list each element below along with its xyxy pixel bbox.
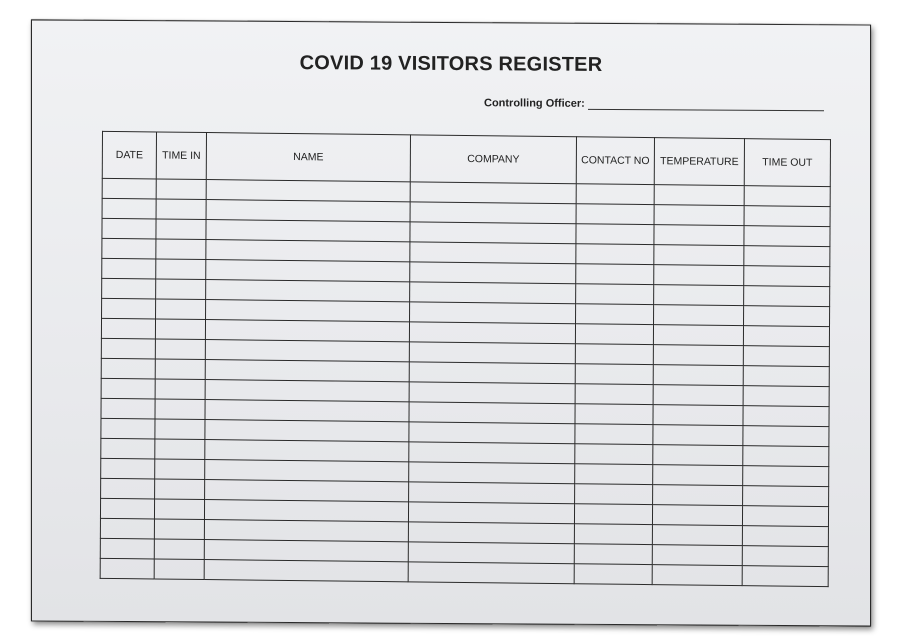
- table-cell: [154, 519, 204, 540]
- table-cell: [576, 204, 654, 225]
- table-cell: [156, 259, 206, 280]
- table-cell: [743, 446, 829, 467]
- table-cell: [654, 305, 744, 326]
- table-cell: [409, 482, 575, 504]
- column-header-company: COMPANY: [410, 135, 576, 184]
- table-cell: [653, 325, 743, 346]
- table-cell: [652, 525, 742, 546]
- table-cell: [653, 345, 743, 366]
- table-cell: [206, 260, 410, 282]
- visitors-table: [100, 131, 831, 587]
- table-cell: [576, 224, 654, 245]
- table-cell: [410, 182, 576, 204]
- column-header-temperature: TEMPERATURE: [654, 138, 744, 186]
- table-cell: [102, 178, 156, 199]
- table-cell: [744, 206, 830, 227]
- table-cell: [100, 558, 154, 579]
- table-cell: [155, 439, 205, 460]
- table-cell: [102, 298, 156, 319]
- table-cell: [576, 184, 654, 205]
- table-cell: [156, 239, 206, 260]
- table-cell: [205, 320, 409, 342]
- table-cell: [409, 322, 575, 344]
- table-cell: [205, 460, 409, 482]
- table-cell: [155, 379, 205, 400]
- controlling-officer-field: [484, 97, 824, 111]
- table-cell: [409, 362, 575, 384]
- table-cell: [743, 326, 829, 347]
- table-cell: [742, 526, 828, 547]
- table-cell: [575, 324, 653, 345]
- table-cell: [205, 360, 409, 382]
- table-cell: [100, 498, 154, 519]
- table-cell: [204, 500, 408, 522]
- table-cell: [102, 258, 156, 279]
- table-cell: [154, 559, 204, 580]
- table-cell: [575, 404, 653, 425]
- table-cell: [744, 186, 830, 207]
- table-cell: [744, 266, 830, 287]
- table-cell: [204, 560, 408, 582]
- table-cell: [155, 419, 205, 440]
- table-cell: [653, 405, 743, 426]
- table-cell: [652, 505, 742, 526]
- table-cell: [653, 445, 743, 466]
- table-cell: [576, 304, 654, 325]
- table-cell: [409, 402, 575, 424]
- table-cell: [409, 442, 575, 464]
- table-cell: [206, 200, 410, 222]
- table-cell: [653, 425, 743, 446]
- table-cell: [576, 284, 654, 305]
- table-cell: [101, 458, 155, 479]
- table-cell: [410, 222, 576, 244]
- table-cell: [100, 538, 154, 559]
- table-cell: [742, 506, 828, 527]
- table-cell: [155, 359, 205, 380]
- table-cell: [743, 366, 829, 387]
- table-cell: [206, 280, 410, 302]
- table-cell: [575, 364, 653, 385]
- table-cell: [102, 218, 156, 239]
- table-cell: [410, 282, 576, 304]
- table-cell: [155, 399, 205, 420]
- table-cell: [408, 562, 574, 584]
- table-cell: [575, 384, 653, 405]
- table-cell: [652, 545, 742, 566]
- table-cell: [101, 398, 155, 419]
- table-cell: [156, 299, 206, 320]
- column-header-contact-no: CONTACT NO: [576, 137, 654, 185]
- table-cell: [206, 220, 410, 242]
- table-cell: [155, 339, 205, 360]
- table-cell: [654, 225, 744, 246]
- table-cell: [155, 319, 205, 340]
- table-cell: [204, 540, 408, 562]
- register-sheet: [31, 19, 871, 626]
- column-header-name: NAME: [206, 133, 410, 182]
- table-cell: [204, 520, 408, 542]
- table-cell: [205, 380, 409, 402]
- table-cell: [743, 426, 829, 447]
- table-cell: [410, 202, 576, 224]
- table-cell: [408, 542, 574, 564]
- table-cell: [101, 378, 155, 399]
- table-cell: [744, 246, 830, 267]
- table-cell: [155, 459, 205, 480]
- table-cell: [575, 344, 653, 365]
- table-cell: [654, 285, 744, 306]
- column-header-date: DATE: [102, 131, 156, 179]
- table-cell: [156, 199, 206, 220]
- table-cell: [205, 480, 409, 502]
- table-cell: [575, 484, 653, 505]
- table-cell: [156, 219, 206, 240]
- table-cell: [742, 566, 828, 587]
- table-cell: [743, 466, 829, 487]
- register-title: COVID 19 VISITORS REGISTER: [299, 52, 603, 76]
- table-cell: [654, 205, 744, 226]
- table-cell: [652, 565, 742, 586]
- table-cell: [156, 279, 206, 300]
- table-cell: [410, 302, 576, 324]
- table-cell: [654, 245, 744, 266]
- table-cell: [102, 198, 156, 219]
- table-cell: [653, 385, 743, 406]
- table-cell: [101, 358, 155, 379]
- table-cell: [205, 400, 409, 422]
- table-cell: [576, 244, 654, 265]
- table-cell: [574, 564, 652, 585]
- table-cell: [101, 478, 155, 499]
- table-cell: [155, 479, 205, 500]
- table-cell: [744, 226, 830, 247]
- table-cell: [574, 524, 652, 545]
- table-cell: [408, 502, 574, 524]
- table-cell: [101, 338, 155, 359]
- table-cell: [205, 440, 409, 462]
- table-cell: [574, 544, 652, 565]
- table-cell: [743, 346, 829, 367]
- table-cell: [575, 464, 653, 485]
- table-cell: [410, 262, 576, 284]
- controlling-officer-signature-line: [588, 98, 824, 111]
- table-cell: [154, 499, 204, 520]
- table-cell: [101, 418, 155, 439]
- table-cell: [156, 179, 206, 200]
- table-cell: [743, 406, 829, 427]
- table-cell: [576, 264, 654, 285]
- table-cell: [575, 444, 653, 465]
- table-cell: [742, 546, 828, 567]
- column-header-time-in: TIME IN: [156, 132, 206, 180]
- table-cell: [408, 522, 574, 544]
- table-cell: [206, 240, 410, 262]
- table-cell: [409, 462, 575, 484]
- table-cell: [100, 518, 154, 539]
- table-cell: [205, 340, 409, 362]
- table-cell: [653, 365, 743, 386]
- table-cell: [653, 485, 743, 506]
- table-cell: [744, 306, 830, 327]
- table-cell: [654, 265, 744, 286]
- table-header-row: [102, 131, 830, 186]
- table-cell: [744, 286, 830, 307]
- table-cell: [410, 242, 576, 264]
- table-cell: [154, 539, 204, 560]
- table-cell: [206, 180, 410, 202]
- table-cell: [743, 386, 829, 407]
- table-cell: [743, 486, 829, 507]
- table-cell: [574, 504, 652, 525]
- table-cell: [575, 424, 653, 445]
- controlling-officer-label: Controlling Officer:: [484, 97, 585, 110]
- table-cell: [206, 300, 410, 322]
- table-cell: [205, 420, 409, 442]
- table-body: [100, 178, 830, 586]
- column-header-time-out: TIME OUT: [744, 139, 830, 187]
- table-cell: [409, 342, 575, 364]
- table-cell: [409, 382, 575, 404]
- table-cell: [409, 422, 575, 444]
- table-cell: [102, 238, 156, 259]
- table-cell: [102, 278, 156, 299]
- table-cell: [654, 185, 744, 206]
- table-cell: [101, 318, 155, 339]
- table-cell: [101, 438, 155, 459]
- table-cell: [653, 465, 743, 486]
